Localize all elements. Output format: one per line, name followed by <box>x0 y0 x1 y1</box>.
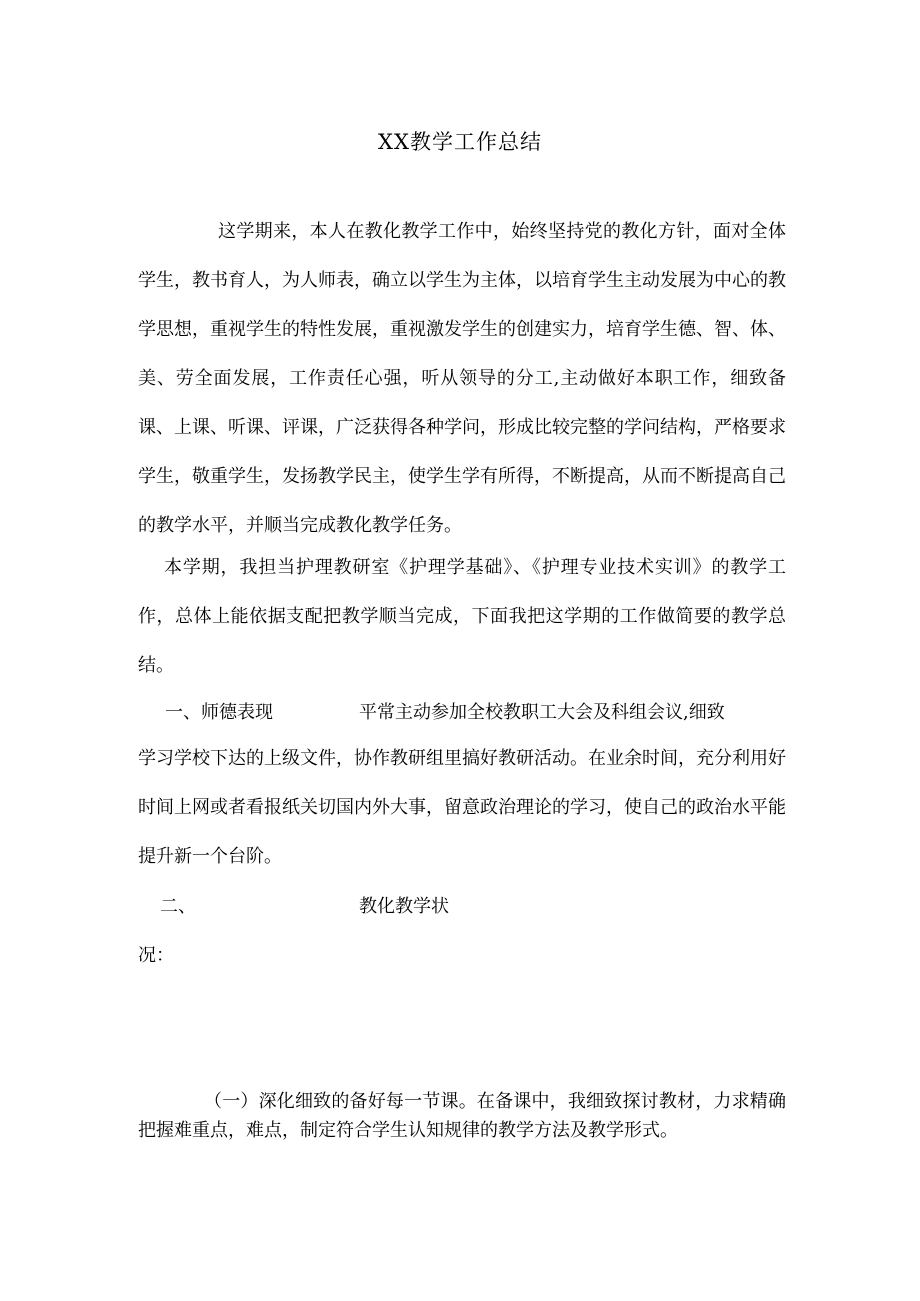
section-2-heading: 二、 <box>160 896 196 917</box>
subsection-1-paragraph: （一）深化细致的备好每一节课。在备课中，我细致探讨教材，力求精确把握难重点，难点，制定符合学生认知规律的教学方法及教学形式。 <box>138 1091 786 1141</box>
section-2-lead: 教化教学状 <box>359 896 449 917</box>
section-2-tail: 况： <box>138 945 174 966</box>
document-title: XX教学工作总结 <box>378 130 542 154</box>
section-1-heading: 一、师德表现 <box>165 702 273 723</box>
section-1-body: 学习学校下达的上级文件，协作教研组里搞好教研活动。在业余时间，充分利用好时间上网或者看报纸关切国内外大事，留意政治理论的学习，使自己的政治水平能提升新一个台阶。 <box>138 748 786 867</box>
paragraph-semester: 本学期，我担当护理教研室《护理学基础》、《护理专业技术实训》的教学工作，总体上能依据支配把教学顺当完成，下面我把这学期的工作做简要的教学总结。 <box>138 557 786 676</box>
paragraph-intro: 这学期来，本人在教化教学工作中，始终坚持党的教化方针，面对全体学生，教书育人，为人师表，确立以学生为主体，以培育学生主动发展为中心的教学思想，重视学生的特性发展，重视激发学生的创建实力，培育学生德、智、体、美、劳全面发展，工作责任心强，听从领导的分工,主动做好本职工作，细致备课、上课、听课、评课，广泛获得各种学问，形成比较完整的学问结构，严格要求学生，敬重学生，发扬教学民主，使学生学有所得，不断提高，从而不断提高自己的教学水平，并顺当完成教化教学任务。 <box>138 221 786 536</box>
section-1-lead: 平常主动参加全校教职工大会及科组会议,细致 <box>359 702 725 723</box>
